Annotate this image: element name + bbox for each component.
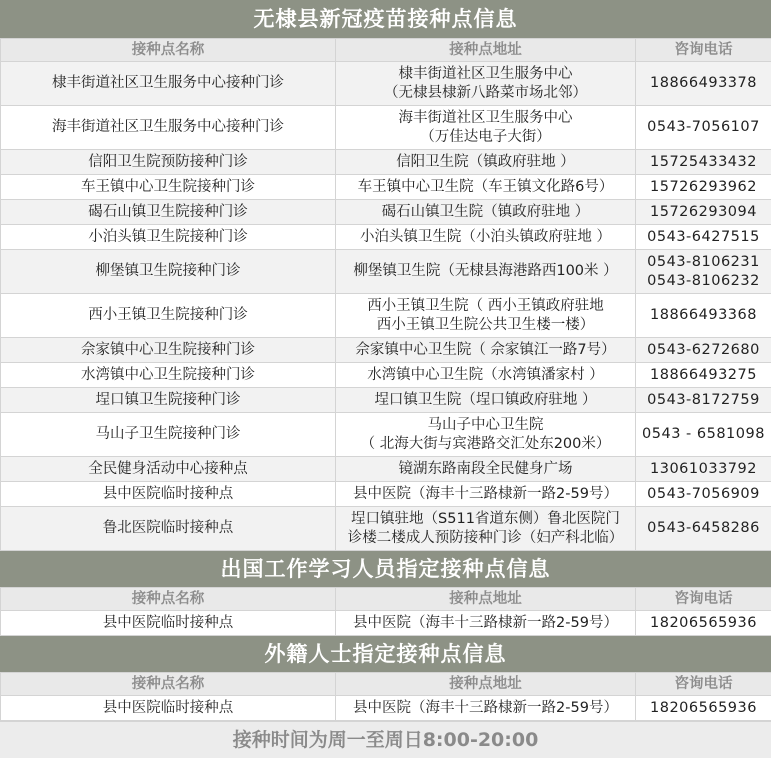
abroad-section-title: 出国工作学习人员指定接种点信息	[220, 557, 551, 581]
site-address-line: 埕口镇驻地（S511省道东侧）鲁北医院门	[351, 510, 620, 527]
site-address-line: 西小王镇卫生院（ 西小王镇政府驻地	[367, 297, 604, 314]
site-address	[336, 106, 636, 150]
abroad-section-banner	[0, 551, 771, 587]
site-phone	[636, 250, 771, 294]
table-row	[1, 250, 771, 294]
site-rows	[1, 62, 771, 551]
site-name: 水湾镇中心卫生院接种门诊	[1, 363, 336, 388]
site-address	[336, 457, 636, 482]
site-phone-number: 15726293962	[650, 178, 757, 195]
site-address	[336, 225, 636, 250]
opening-hours-text: 接种时间为周一至周日8:00-20:00	[232, 729, 539, 751]
site-address	[336, 388, 636, 413]
site-name: 棣丰街道社区卫生服务中心接种门诊	[1, 62, 336, 106]
site-address-line: （ 北海大街与宾港路交汇处东200米）	[360, 435, 611, 452]
column-header-phone: 咨询电话	[636, 588, 771, 611]
site-address	[336, 150, 636, 175]
table-row	[1, 388, 771, 413]
site-phone	[636, 175, 771, 200]
site-name: 柳堡镇卫生院接种门诊	[1, 250, 336, 294]
site-address-line: （万佳达电子大街）	[420, 128, 551, 145]
table-row	[1, 363, 771, 388]
site-address	[336, 200, 636, 225]
main-title-banner	[0, 0, 771, 38]
site-phone	[636, 388, 771, 413]
table-row	[1, 413, 771, 457]
site-address	[336, 413, 636, 457]
table-row	[1, 696, 771, 721]
opening-hours-footer	[0, 721, 771, 758]
site-phone-number: 0543-6272680	[647, 341, 760, 358]
site-phone: 18206565936	[636, 696, 771, 721]
site-name: 全民健身活动中心接种点	[1, 457, 336, 482]
main-sites-table	[0, 38, 771, 551]
foreign-section-banner	[0, 636, 771, 672]
table-header-row	[1, 39, 771, 62]
site-address	[336, 175, 636, 200]
site-phone	[636, 482, 771, 507]
site-phone-number: 0543-7056107	[647, 119, 760, 135]
site-phone-number: 0543-8172759	[647, 391, 760, 408]
table-header-row	[1, 673, 771, 696]
site-name: 县中医院临时接种点	[1, 611, 336, 636]
table-row	[1, 507, 771, 551]
site-name: 县中医院临时接种点	[1, 696, 336, 721]
site-address-line: 碣石山镇卫生院（镇政府驻地 ）	[381, 203, 590, 220]
site-name: 车王镇中心卫生院接种门诊	[1, 175, 336, 200]
site-phone	[636, 106, 771, 150]
site-address-line: 水湾镇中心卫生院（水湾镇潘家村 ）	[367, 366, 604, 383]
table-row	[1, 175, 771, 200]
table-header-row	[1, 588, 771, 611]
table-row	[1, 294, 771, 338]
foreign-section-title: 外籍人士指定接种点信息	[264, 642, 507, 666]
site-address-line: 车王镇中心卫生院（车王镇文化路6号）	[357, 178, 614, 195]
site-phone-number: 0543 - 6581098	[642, 426, 765, 442]
site-phone	[636, 294, 771, 338]
site-name: 小泊头镇卫生院接种门诊	[1, 225, 336, 250]
site-address-line: 海丰街道社区卫生服务中心	[398, 109, 573, 126]
site-address-line: （无棣县棣新八路菜市场北邻）	[384, 84, 587, 101]
site-phone	[636, 150, 771, 175]
column-header-address: 接种点地址	[336, 39, 636, 62]
abroad-sites-table	[0, 587, 771, 636]
site-phone	[636, 507, 771, 551]
site-address: 县中医院（海丰十三路棣新一路2-59号）	[336, 611, 636, 636]
site-address	[336, 250, 636, 294]
site-address-line: 西小王镇卫生院公共卫生楼一楼）	[376, 316, 595, 333]
site-phone-number: 0543-7056909	[647, 485, 760, 502]
site-phone-number: 0543-6458286	[647, 520, 760, 536]
main-title: 无棣县新冠疫苗接种点信息	[253, 7, 518, 31]
column-header-phone: 咨询电话	[636, 673, 771, 696]
site-address	[336, 482, 636, 507]
site-phone-number: 18866493275	[650, 366, 757, 383]
table-row	[1, 150, 771, 175]
table-row	[1, 457, 771, 482]
column-header-address: 接种点地址	[336, 588, 636, 611]
column-header-phone: 咨询电话	[636, 39, 771, 62]
site-address: 县中医院（海丰十三路棣新一路2-59号）	[336, 696, 636, 721]
site-address	[336, 62, 636, 106]
site-address-line: 马山子中心卫生院	[427, 416, 544, 433]
site-phone	[636, 413, 771, 457]
site-phone-number: 15725433432	[650, 153, 757, 170]
column-header-name: 接种点名称	[1, 588, 336, 611]
table-row	[1, 62, 771, 106]
site-phone-number: 15726293094	[650, 203, 757, 220]
site-name: 马山子卫生院接种门诊	[1, 413, 336, 457]
site-address-line: 棣丰街道社区卫生服务中心	[398, 65, 573, 82]
column-header-address: 接种点地址	[336, 673, 636, 696]
table-row	[1, 200, 771, 225]
site-phone	[636, 225, 771, 250]
site-address-line: 佘家镇中心卫生院（ 佘家镇江一路7号）	[355, 341, 616, 358]
table-row	[1, 338, 771, 363]
site-name: 佘家镇中心卫生院接种门诊	[1, 338, 336, 363]
site-name: 埕口镇卫生院接种门诊	[1, 388, 336, 413]
table-row	[1, 106, 771, 150]
site-phone	[636, 338, 771, 363]
site-address-line: 信阳卫生院（镇政府驻地 ）	[396, 153, 575, 170]
site-name: 碣石山镇卫生院接种门诊	[1, 200, 336, 225]
site-name: 西小王镇卫生院接种门诊	[1, 294, 336, 338]
site-address	[336, 294, 636, 338]
site-phone-number: 18866493368	[650, 307, 757, 323]
site-phone-number: 13061033792	[650, 460, 757, 477]
table-row	[1, 225, 771, 250]
site-address	[336, 507, 636, 551]
site-address-line: 诊楼二楼成人预防接种门诊（妇产科北临）	[347, 529, 624, 546]
site-address-line: 埕口镇卫生院（埕口镇政府驻地 ）	[374, 391, 597, 408]
table-row	[1, 482, 771, 507]
site-address	[336, 363, 636, 388]
column-header-name: 接种点名称	[1, 39, 336, 62]
site-address-line: 镜湖东路南段全民健身广场	[398, 460, 573, 477]
foreign-sites-table	[0, 672, 771, 721]
site-phone: 18206565936	[636, 611, 771, 636]
site-name: 海丰街道社区卫生服务中心接种门诊	[1, 106, 336, 150]
site-phone-number: 0543-8106231	[647, 253, 760, 270]
site-phone-number: 0543-6427515	[647, 228, 760, 245]
site-name: 县中医院临时接种点	[1, 482, 336, 507]
site-address-line: 柳堡镇卫生院（无棣县海港路西100米 ）	[353, 263, 618, 279]
site-name: 鲁北医院临时接种点	[1, 507, 336, 551]
site-address-line: 县中医院（海丰十三路棣新一路2-59号）	[353, 485, 618, 502]
site-name: 信阳卫生院预防接种门诊	[1, 150, 336, 175]
site-phone	[636, 457, 771, 482]
site-address	[336, 338, 636, 363]
site-phone	[636, 363, 771, 388]
site-phone-number: 0543-8106232	[647, 272, 760, 289]
column-header-name: 接种点名称	[1, 673, 336, 696]
site-address-line: 小泊头镇卫生院（小泊头镇政府驻地 ）	[359, 228, 612, 245]
site-phone-number: 18866493378	[650, 75, 757, 91]
site-phone	[636, 200, 771, 225]
table-row	[1, 611, 771, 636]
site-phone	[636, 62, 771, 106]
